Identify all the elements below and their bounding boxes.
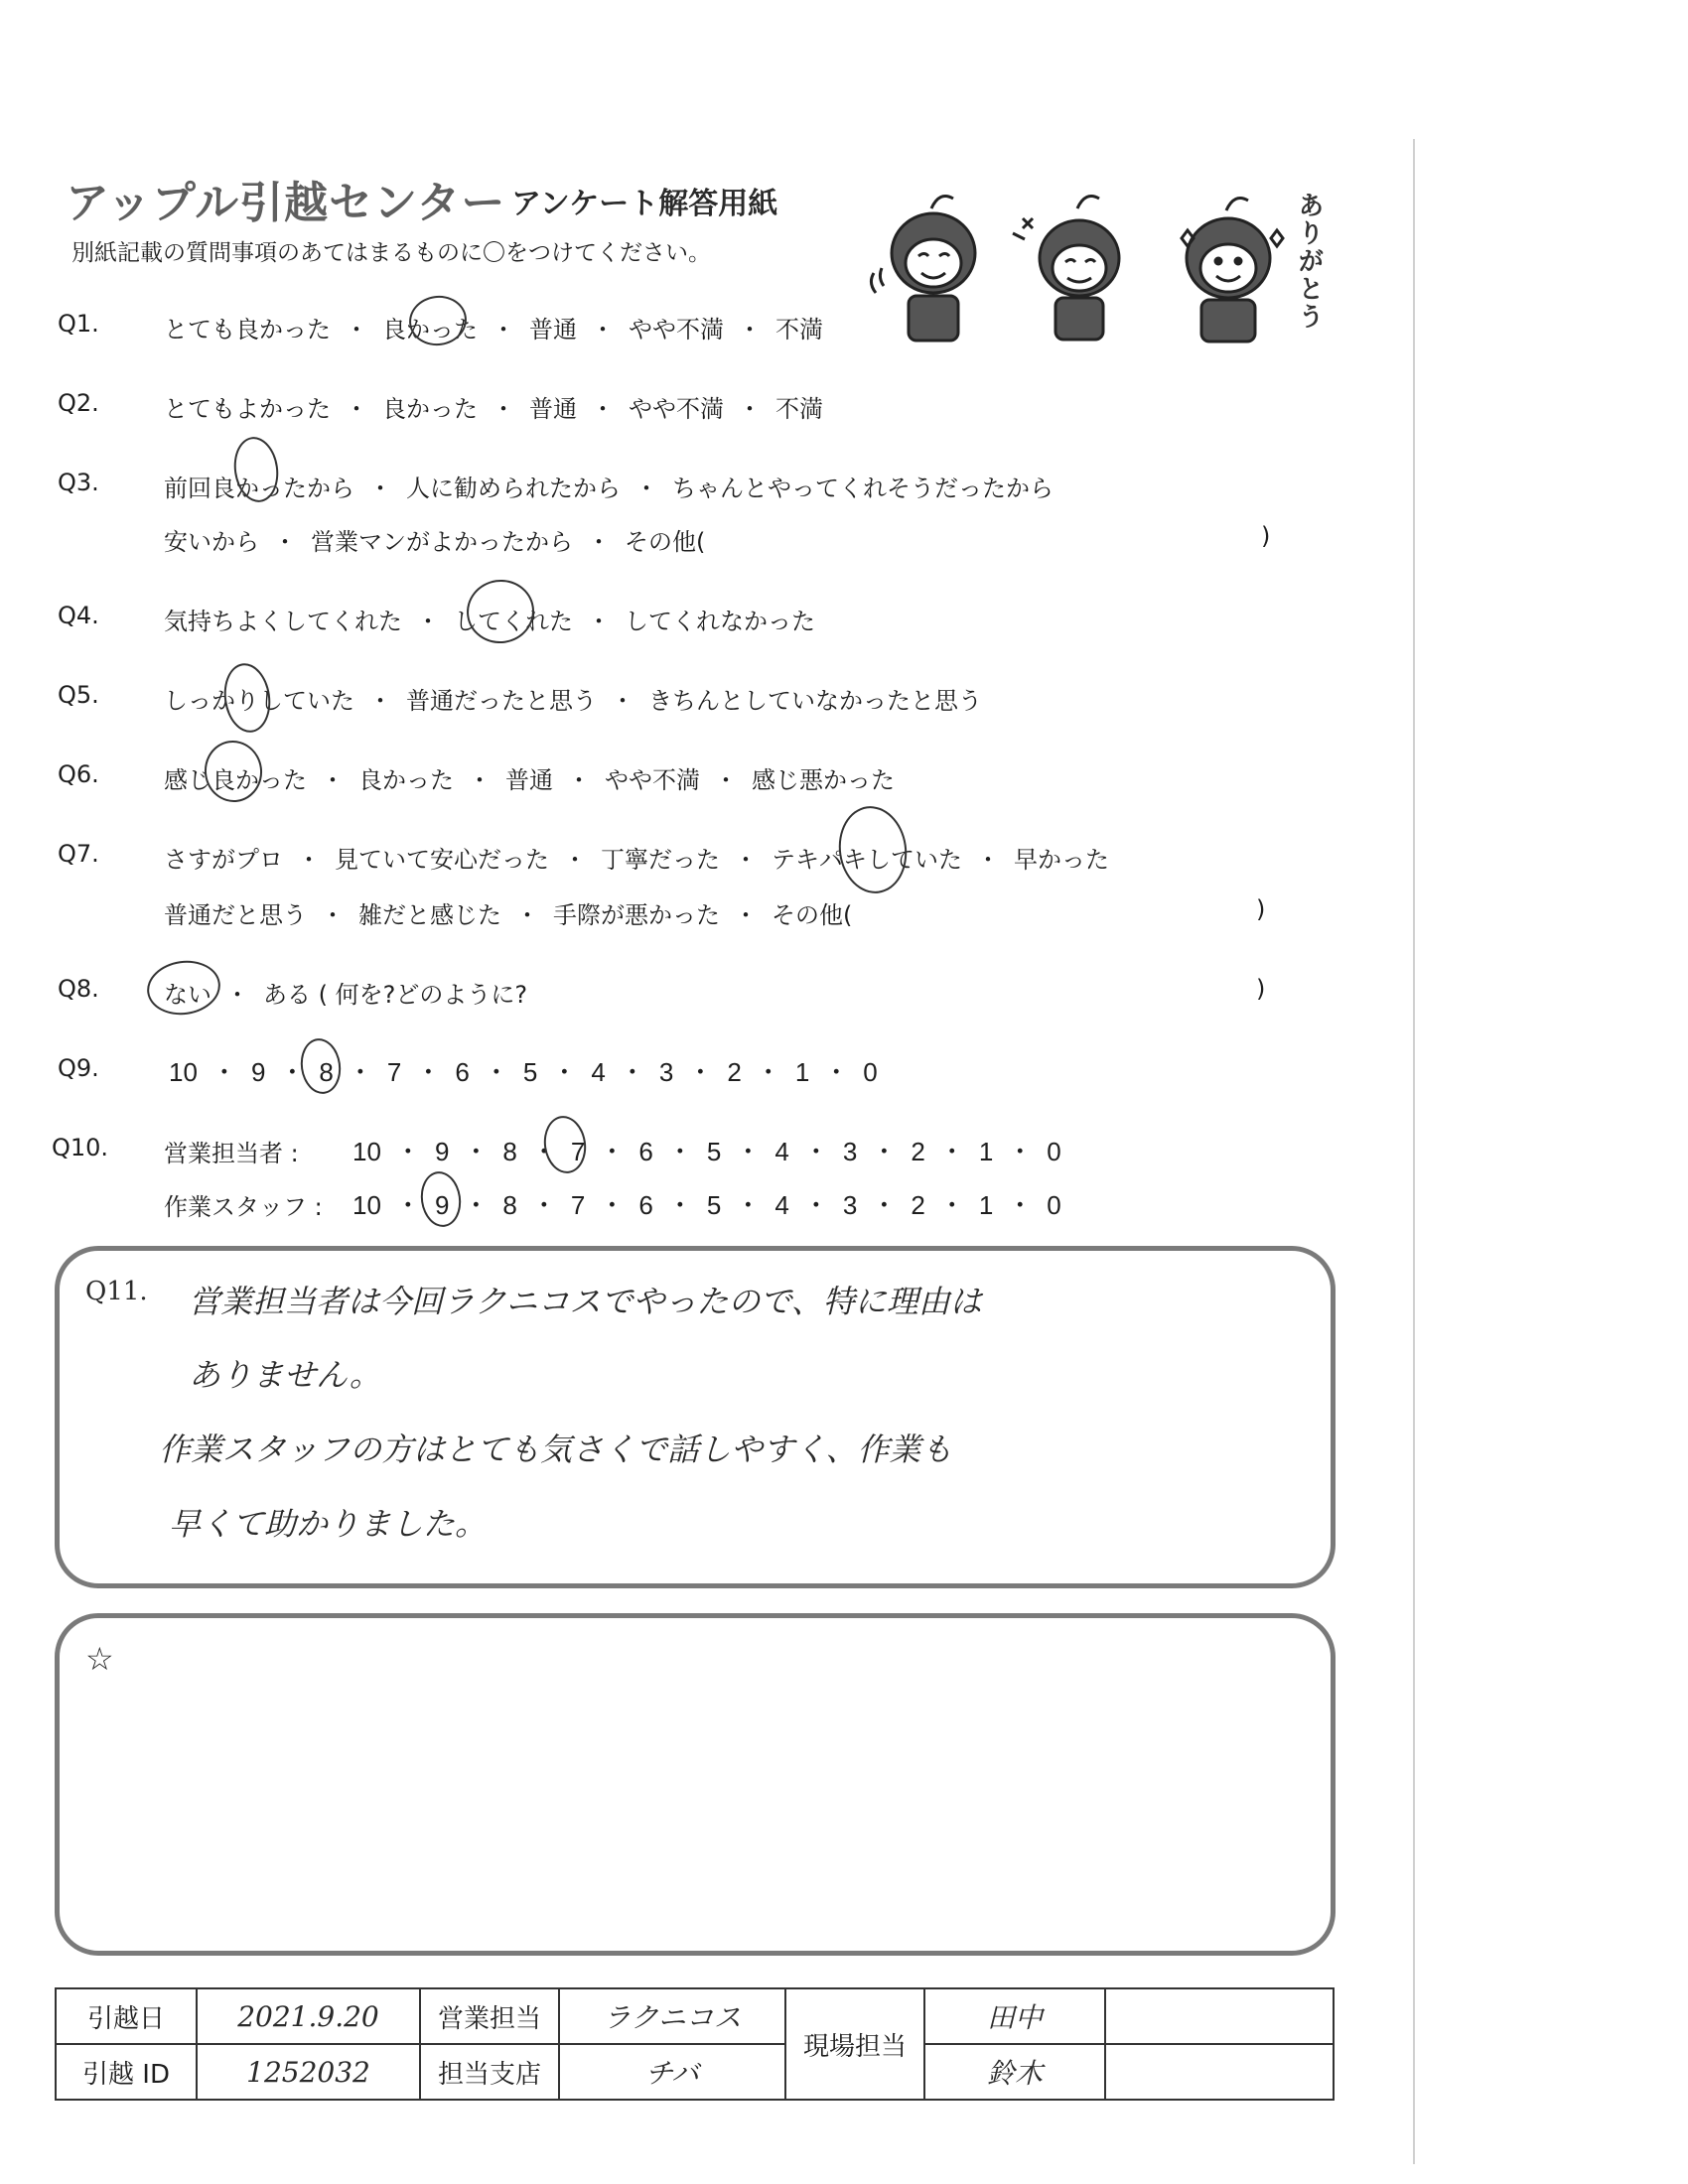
q3-option[interactable]: 営業マンがよかったから	[311, 528, 573, 556]
q1-option[interactable]: とても良かった	[164, 316, 331, 343]
monkey-icon-2	[1013, 197, 1119, 340]
q10-sales-value[interactable]: 9	[434, 1137, 450, 1166]
q11-handwritten-line: ありません。	[189, 1356, 381, 1394]
q8-close-paren: )	[1256, 975, 1266, 1003]
move-date-label: 引越日	[56, 1988, 197, 2044]
q7-option[interactable]: 普通だと思う	[164, 901, 307, 929]
q3-option[interactable]: 安いから	[164, 528, 259, 556]
q9-scale: 10 ・ 9 ・ 8 ・ 7 ・ 6 ・ 5 ・ 4 ・ 3 ・ 2 ・ 1 ・ 0	[169, 1057, 878, 1087]
q7-label: Q7.	[58, 840, 99, 868]
q4-label: Q4.	[58, 602, 99, 629]
q2-option[interactable]: とてもよかった	[164, 395, 331, 423]
q5-options: しっかりしていた ・ 普通だったと思う ・ きちんとしていなかったと思う	[164, 681, 982, 716]
q4-answer-circle	[463, 576, 538, 648]
q7-option[interactable]: その他(	[772, 901, 853, 929]
form-title: アンケート解答用紙	[511, 187, 778, 221]
q10-staff-value[interactable]: 0	[1047, 1190, 1061, 1220]
q2-label: Q2.	[58, 389, 99, 417]
page-edge-line	[1413, 139, 1415, 2164]
q10-label: Q10.	[52, 1134, 109, 1161]
q10-staff-value[interactable]: 10	[352, 1190, 381, 1220]
blank-cell[interactable]	[1105, 1988, 1334, 2044]
q6-option[interactable]: 良かった	[358, 766, 454, 794]
q6-option[interactable]: やや不満	[605, 766, 700, 794]
q6-label: Q6.	[58, 760, 99, 788]
q10-sales-value[interactable]: 3	[842, 1137, 858, 1166]
q7-option[interactable]: 見ていて安心だった	[335, 846, 549, 874]
q8-answer-circle	[144, 956, 224, 1020]
q10-staff-value[interactable]: 9	[434, 1190, 450, 1220]
q5-option[interactable]: しっかりしていた	[164, 687, 354, 715]
mascot-illustration	[864, 179, 1321, 357]
q9-label: Q9.	[58, 1054, 99, 1082]
q7-answer-circle	[833, 802, 913, 898]
free-comment-box[interactable]	[55, 1613, 1336, 1956]
thanks-text: ありがとう	[1294, 192, 1324, 331]
q10-sales-value[interactable]: 8	[502, 1137, 517, 1166]
q7-option[interactable]: 雑だと感じた	[358, 901, 501, 929]
q9-value[interactable]: 2	[727, 1057, 742, 1087]
q7-options-line1: さすがプロ ・ 見ていて安心だった ・ 丁寧だった ・ テキパキしていた ・ 早かった	[164, 840, 1109, 875]
q8-label: Q8.	[58, 975, 99, 1003]
q10-sales-scale: 10 ・ 9 ・ 8 ・ 7 ・ 6 ・ 5 ・ 4 ・ 3 ・ 2 ・ 1 ・ 0	[352, 1137, 1061, 1166]
q7-option[interactable]: 手際が悪かった	[553, 901, 720, 929]
move-date-value[interactable]: 2021.9.20	[197, 1988, 420, 2044]
q1-option[interactable]: 不満	[775, 316, 823, 343]
q2-option[interactable]: やや不満	[629, 395, 724, 423]
q4-option[interactable]: 気持ちよくしてくれた	[164, 608, 402, 635]
q3-option[interactable]: 前回良かったから	[164, 475, 354, 502]
q10-sales-value[interactable]: 10	[352, 1137, 381, 1166]
q10-sales-value[interactable]: 2	[911, 1137, 925, 1166]
q7-option[interactable]: テキパキしていた	[772, 846, 962, 874]
q11-label: Q11.	[85, 1277, 148, 1306]
q3-label: Q3.	[58, 469, 99, 496]
monkey-icon-3	[1182, 199, 1283, 341]
q8-options: ない ・ ある ( 何を?どのように?	[164, 975, 527, 1010]
instruction-text: 別紙記載の質問事項のあてはまるものに〇をつけてください。	[71, 240, 711, 266]
site-staff-label: 現場担当	[785, 1988, 924, 2100]
q6-options: 感じ良かった ・ 良かった ・ 普通 ・ やや不満 ・ 感じ悪かった	[164, 760, 895, 795]
site-staff-value-2[interactable]: 鈴木	[924, 2044, 1105, 2100]
q10-staff-scale: 10 ・ 9 ・ 8 ・ 7 ・ 6 ・ 5 ・ 4 ・ 3 ・ 2 ・ 1 ・ 0	[352, 1190, 1061, 1220]
q10-sales-value[interactable]: 0	[1047, 1137, 1061, 1166]
q10-staff-value[interactable]: 5	[706, 1190, 722, 1220]
q8-option[interactable]: ない	[164, 981, 211, 1009]
q4-option[interactable]: してくれなかった	[625, 608, 815, 635]
q1-label: Q1.	[58, 310, 99, 338]
q11-handwritten-line: 営業担当者は今回ラクニコスでやったので、特に理由は	[189, 1283, 982, 1320]
q5-label: Q5.	[58, 681, 99, 709]
q7-option[interactable]: さすがプロ	[164, 846, 283, 874]
q10-staff-label: 作業スタッフ :	[164, 1193, 323, 1221]
q7-option[interactable]: 早かった	[1014, 846, 1109, 874]
q3-option[interactable]: 人に勧められたから	[406, 475, 621, 502]
q4-option[interactable]: してくれた	[454, 608, 573, 635]
q7-close-paren: )	[1256, 895, 1266, 923]
q1-options: とても良かった ・ 良かった ・ 普通 ・ やや不満 ・ 不満	[164, 310, 823, 344]
q4-options: 気持ちよくしてくれた ・ してくれた ・ してくれなかった	[164, 602, 815, 636]
q3-option[interactable]: ちゃんとやってくれそうだったから	[672, 475, 1054, 502]
q5-option[interactable]: きちんとしていなかったと思う	[648, 687, 982, 715]
company-title: アップル引越センター	[66, 178, 506, 228]
q9-value[interactable]: 0	[863, 1057, 878, 1087]
q6-option[interactable]: 感じ悪かった	[752, 766, 895, 794]
q10-staff-value[interactable]: 3	[842, 1190, 858, 1220]
q7-options-line2: 普通だと思う ・ 雑だと感じた ・ 手際が悪かった ・ その他(	[164, 895, 852, 930]
branch-value[interactable]: チバ	[559, 2044, 785, 2100]
q5-option[interactable]: 普通だったと思う	[406, 687, 597, 715]
q2-option[interactable]: 良かった	[382, 395, 478, 423]
q10-sales-value[interactable]: 1	[978, 1137, 994, 1166]
monkey-icon-1	[871, 197, 975, 341]
q9-value[interactable]: 4	[591, 1057, 606, 1087]
q8-option[interactable]: ある ( 何を?どのように?	[263, 981, 528, 1009]
q7-option[interactable]: 丁寧だった	[601, 846, 720, 874]
q9-value[interactable]: 1	[794, 1057, 810, 1087]
q9-value[interactable]: 8	[319, 1057, 334, 1087]
q6-option[interactable]: 感じ良かった	[164, 766, 307, 794]
q9-value[interactable]: 10	[169, 1057, 198, 1087]
q1-option[interactable]: 良かった	[382, 316, 478, 343]
q11-comment-box[interactable]	[55, 1246, 1336, 1588]
q10-staff-value[interactable]: 4	[774, 1190, 789, 1220]
q10-staff-value[interactable]: 6	[638, 1190, 653, 1220]
q5-answer-circle	[219, 660, 274, 736]
q3-option[interactable]: その他(	[625, 528, 706, 556]
q2-option[interactable]: 普通	[529, 395, 577, 423]
q9-value[interactable]: 9	[250, 1057, 266, 1087]
q10-staff-value[interactable]: 8	[502, 1190, 517, 1220]
q11-handwritten-line: 早くて助かりました。	[169, 1505, 488, 1543]
q3-options-line1: 前回良かったから ・ 人に勧められたから ・ ちゃんとやってくれそうだったから	[164, 469, 1054, 503]
q9-value[interactable]: 7	[386, 1057, 402, 1087]
star-icon: ☆	[85, 1640, 114, 1678]
q3-options-line2: 安いから ・ 営業マンがよかったから ・ その他(	[164, 522, 705, 557]
q2-options: とてもよかった ・ 良かった ・ 普通 ・ やや不満 ・ 不満	[164, 389, 823, 424]
q10-sales-value[interactable]: 4	[774, 1137, 789, 1166]
q10-sales-value[interactable]: 7	[570, 1137, 586, 1166]
q1-option[interactable]: やや不満	[629, 316, 724, 343]
q6-option[interactable]: 普通	[505, 766, 553, 794]
q10-sales-value[interactable]: 6	[638, 1137, 653, 1166]
q2-option[interactable]: 不満	[775, 395, 823, 423]
q10-sales-value[interactable]: 5	[706, 1137, 722, 1166]
q11-handwritten-line: 作業スタッフの方はとても気さくで話しやすく、作業も	[159, 1431, 953, 1468]
q10-staff-value[interactable]: 1	[978, 1190, 994, 1220]
q1-option[interactable]: 普通	[529, 316, 577, 343]
q9-value[interactable]: 5	[522, 1057, 538, 1087]
move-id-value[interactable]: 1252032	[197, 2044, 420, 2100]
branch-label: 担当支店	[420, 2044, 559, 2100]
q3-close-paren: )	[1261, 522, 1271, 550]
q10-staff-value[interactable]: 2	[911, 1190, 925, 1220]
q9-value[interactable]: 3	[658, 1057, 674, 1087]
q9-value[interactable]: 6	[455, 1057, 470, 1087]
move-id-label: 引越 ID	[56, 2044, 197, 2100]
blank-cell[interactable]	[1105, 2044, 1334, 2100]
sales-rep-value[interactable]: ラクニコス	[559, 1988, 785, 2044]
q10-staff-value[interactable]: 7	[570, 1190, 586, 1220]
footer-info-table	[55, 1987, 1335, 2101]
q6-answer-circle	[201, 737, 266, 805]
site-staff-value-1[interactable]: 田中	[924, 1988, 1105, 2044]
q10-sales-label: 営業担当者 :	[164, 1140, 299, 1167]
sales-rep-label: 営業担当	[420, 1988, 559, 2044]
